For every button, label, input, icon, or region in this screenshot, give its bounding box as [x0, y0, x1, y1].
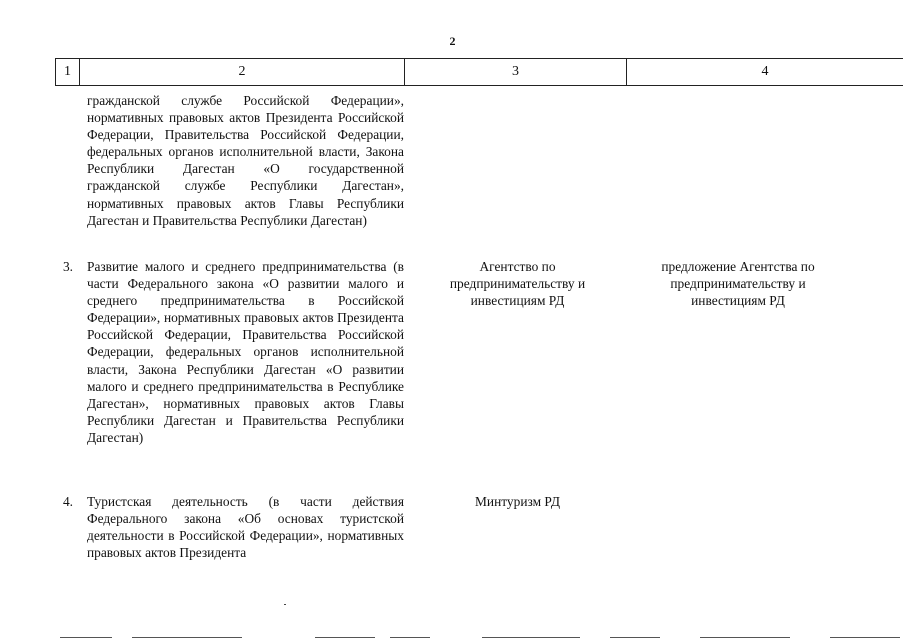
row-description: Туристская деятельность (в части действия Федерального закона «Об основах туристской деятельности в Российской Федерации», нормативных правовых актов Президента	[87, 494, 404, 561]
scan-speck	[284, 604, 286, 605]
page-number: 2	[449, 34, 456, 48]
page-bottom-edge	[610, 637, 660, 638]
page-bottom-edge	[390, 637, 430, 638]
header-col-3: 3	[405, 59, 627, 85]
page-bottom-edge	[60, 637, 112, 638]
row-description: Развитие малого и среднего предпринимательства (в части Федерального закона «О развитии малого и среднего предпринимательства в Российской Федерации», нормативных правовых актов Президента Российской Федерации, Правительства Российской Федерации, федеральных органов исполнительной власти, Закона Республики Дагестан «О развитии малого и среднего предпринимательства в Республике Дагестан», нормативных правовых актов Главы Республики Дагестан и Правительства Республики Дагестан)	[87, 259, 404, 445]
row-authority: Агентство по предпринимательству и инвестициям РД	[449, 259, 586, 309]
row-description: гражданской службе Российской Федерации», нормативных правовых актов Президента Российской Федерации, Правительства Российской Федерации, федеральных органов исполнительной власти, Закона Республики Дагестан «О государственной гражданской службе Республики Дагестан», нормативных правовых актов Главы Республики Дагестан и Правительства Республики Дагестан)	[87, 93, 404, 228]
row-number: 3.	[62, 259, 73, 274]
page-bottom-edge	[482, 637, 580, 638]
page-bottom-edge	[132, 637, 242, 638]
header-col-2: 2	[80, 59, 405, 85]
header-col-4: 4	[761, 64, 769, 79]
table-header	[55, 58, 903, 86]
row-proposal: предложение Агентства по предпринимательству и инвестициям РД	[661, 259, 815, 309]
page-bottom-edge	[700, 637, 790, 638]
header-col-1: 1	[55, 59, 80, 85]
row-number: 4.	[62, 494, 73, 509]
page-bottom-edge	[315, 637, 375, 638]
page-bottom-edge	[830, 637, 900, 638]
row-authority: Минтуризм РД	[475, 494, 560, 509]
